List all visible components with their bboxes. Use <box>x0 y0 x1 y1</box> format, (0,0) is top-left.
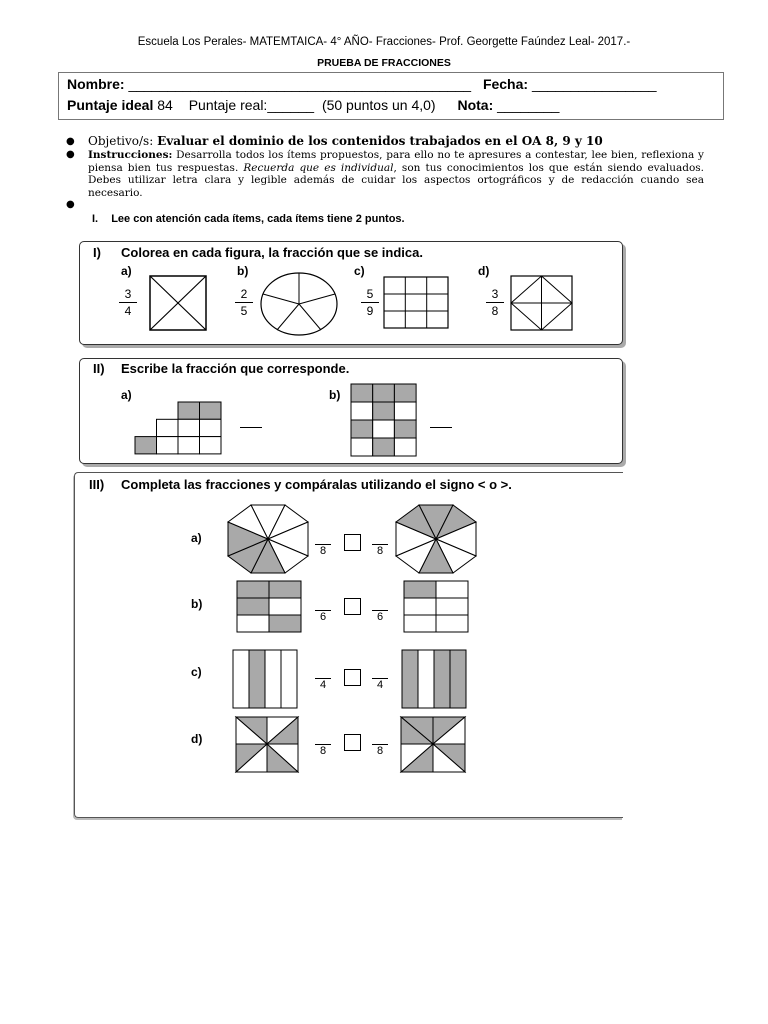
part-2-panel <box>79 358 623 464</box>
denominator: 8 <box>376 745 384 757</box>
student-info-box <box>58 72 724 120</box>
nombre-label: Nombre: <box>67 76 125 92</box>
octagon-left-figure <box>227 504 309 574</box>
answer-blank-a[interactable] <box>240 427 262 428</box>
bullet-icon: ● <box>66 149 75 160</box>
part-2-numeral: II) <box>93 361 105 376</box>
fraction-5-9: 5 9 <box>361 287 379 318</box>
score-line <box>67 97 559 113</box>
square-eighths-left-figure <box>235 716 299 773</box>
comparison-box[interactable] <box>344 669 361 686</box>
part-3-numeral: III) <box>89 477 105 492</box>
bars-quarters-right-figure <box>401 649 467 709</box>
nota-label: Nota: <box>457 97 494 113</box>
item-c-label: c) <box>354 264 365 278</box>
comparison-box[interactable] <box>344 734 361 751</box>
octagon-right-figure <box>395 504 477 574</box>
item-d-label: d) <box>478 264 490 278</box>
nota-field[interactable]: ________ <box>497 97 560 113</box>
item-b-label: b) <box>329 388 341 402</box>
row-c-label: c) <box>191 665 202 679</box>
row-d-label: d) <box>191 732 203 746</box>
fecha-label: Fecha: <box>482 76 529 92</box>
test-title: PRUEBA DE FRACCIONES <box>317 57 451 69</box>
denominator: 8 <box>376 545 384 557</box>
instrucciones-item <box>64 149 704 199</box>
objetivo-label: Objetivo/s: <box>88 134 154 148</box>
grid-sixths-right-figure <box>403 580 469 633</box>
section-text: Lee con atención cada ítems, cada ítems tiene 2 puntos. <box>111 213 405 225</box>
fraction-3-4: 3 4 <box>119 287 137 318</box>
denominator: 4 <box>319 679 327 691</box>
denominator: 8 <box>319 745 327 757</box>
objetivo-item <box>64 134 704 149</box>
square-quarters-figure[interactable] <box>149 275 207 331</box>
part-1-title: Colorea en cada figura, la fracción que se indica. <box>121 245 423 260</box>
section-numeral: I. <box>92 213 99 225</box>
objetivo-text: Evaluar el dominio de los contenidos trabajados en el OA 8, 9 y 10 <box>157 134 603 148</box>
instructions-list <box>64 134 704 212</box>
grid-sixths-left-figure <box>236 580 302 633</box>
comparison-box[interactable] <box>344 534 361 551</box>
bars-quarters-left-figure <box>232 649 298 709</box>
square-eighths-right-figure <box>400 716 466 773</box>
row-b-label: b) <box>191 597 203 611</box>
part-1-numeral: I) <box>93 245 101 260</box>
square-eighths-figure[interactable] <box>510 275 573 331</box>
part-3-panel <box>74 472 623 818</box>
comparison-box[interactable] <box>344 598 361 615</box>
puntaje-ideal-value: 84 <box>157 97 173 113</box>
denominator: 8 <box>319 545 327 557</box>
empty-item <box>64 199 704 212</box>
denominator: 6 <box>376 611 384 623</box>
answer-blank-b[interactable] <box>430 427 452 428</box>
bullet-icon: ● <box>66 136 75 147</box>
denominator: 4 <box>376 679 384 691</box>
instrucciones-label: Instrucciones: <box>88 149 173 161</box>
part-3-title: Completa las fracciones y compáralas utilizando el signo < o >. <box>121 477 512 492</box>
item-b-label: b) <box>237 264 249 278</box>
school-header: Escuela Los Perales- MATEMTAICA- 4° AÑO- Fracciones- Prof. Georgette Faúndez Leal- 2017.- <box>137 36 631 48</box>
fecha-field[interactable]: ________________ <box>531 76 657 92</box>
grid-ninths-figure[interactable] <box>383 276 449 329</box>
part-2-title: Escribe la fracción que corresponde. <box>121 361 350 376</box>
item-a-label: a) <box>121 388 132 402</box>
circle-fifths-figure[interactable] <box>260 272 338 336</box>
fraction-3-8: 3 8 <box>486 287 504 318</box>
fraction-2-5: 2 5 <box>235 287 253 318</box>
puntaje-real-note: (50 puntos un 4,0) <box>321 97 436 113</box>
denominator: 6 <box>319 611 327 623</box>
name-date-line <box>67 76 657 92</box>
item-a-label: a) <box>121 264 132 278</box>
grid-shaded-figure <box>350 383 418 457</box>
instrucciones-italic: Recuerda que es individual <box>243 161 394 174</box>
staircase-figure <box>134 401 224 455</box>
puntaje-ideal-label: Puntaje ideal <box>67 97 154 113</box>
instrucciones-text-2: , son tus conocimientos los que están siendo evaluados. Debes utilizar letra clara y legible además de cuidar los aspectos ortográficos y de redacción cuando sea necesario. <box>88 161 705 199</box>
row-a-label: a) <box>191 531 202 545</box>
nombre-field[interactable]: ____________________________________________ <box>128 76 472 92</box>
instrucciones-text-1: Desarrolla todos los ítems propuestos, para ello no te apresures a contestar, lee bien, reflexiona y piensa bien tus respuestas. <box>88 149 704 174</box>
section-heading <box>92 213 405 225</box>
part-1-panel <box>79 241 623 345</box>
puntaje-real-field[interactable]: Puntaje real:______ <box>188 97 315 113</box>
bullet-icon: ● <box>66 199 75 210</box>
